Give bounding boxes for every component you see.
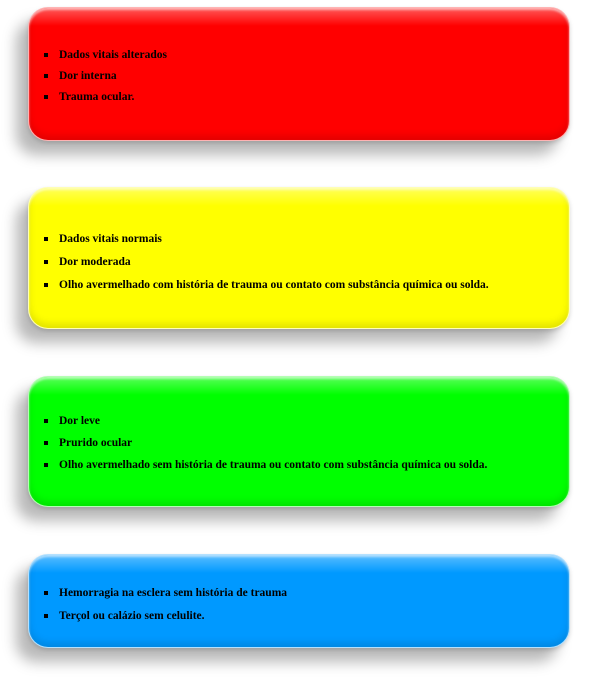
- red-priority-card: [28, 7, 570, 141]
- list-item-text: Dor leve: [59, 415, 100, 427]
- list-item: [43, 437, 559, 450]
- list-item-text: Olho avermelhado com história de trauma ou contato com substância química ou solda.: [59, 279, 489, 291]
- square-bullet-icon: [44, 441, 48, 445]
- list-item: [43, 587, 559, 600]
- yellow-priority-card: [28, 187, 570, 329]
- list-item-text: Dor moderada: [59, 256, 131, 268]
- list-item: [43, 91, 559, 104]
- green-priority-card: [28, 376, 570, 507]
- blue-priority-card: [28, 554, 570, 648]
- square-bullet-icon: [44, 591, 48, 595]
- square-bullet-icon: [44, 283, 48, 287]
- list-item-text: Hemorragia na esclera sem história de trauma: [59, 587, 288, 599]
- list-item: [43, 610, 559, 623]
- list-item: [43, 233, 559, 246]
- list-item: [43, 70, 559, 83]
- list-item: [43, 459, 559, 472]
- yellow-criteria-list: [43, 233, 559, 302]
- list-item-text: Dados vitais alterados: [59, 49, 167, 61]
- list-item-text: Dor interna: [59, 70, 117, 82]
- list-item: [43, 256, 559, 269]
- blue-criteria-list: [43, 587, 559, 633]
- square-bullet-icon: [44, 237, 48, 241]
- list-item: [43, 49, 559, 62]
- square-bullet-icon: [44, 614, 48, 618]
- list-item-text: Terçol ou calázio sem celulite.: [59, 610, 205, 622]
- square-bullet-icon: [44, 463, 48, 467]
- list-item-text: Dados vitais normais: [59, 233, 162, 245]
- square-bullet-icon: [44, 74, 48, 78]
- green-criteria-list: [43, 415, 559, 481]
- square-bullet-icon: [44, 419, 48, 423]
- square-bullet-icon: [44, 53, 48, 57]
- red-criteria-list: [43, 49, 559, 112]
- list-item-text: Trauma ocular.: [59, 91, 135, 103]
- list-item-text: Olho avermelhado sem história de trauma ou contato com substância química ou solda.: [59, 459, 488, 471]
- list-item-text: Prurido ocular: [59, 437, 133, 449]
- square-bullet-icon: [44, 260, 48, 264]
- list-item: [43, 279, 559, 292]
- list-item: [43, 415, 559, 428]
- square-bullet-icon: [44, 95, 48, 99]
